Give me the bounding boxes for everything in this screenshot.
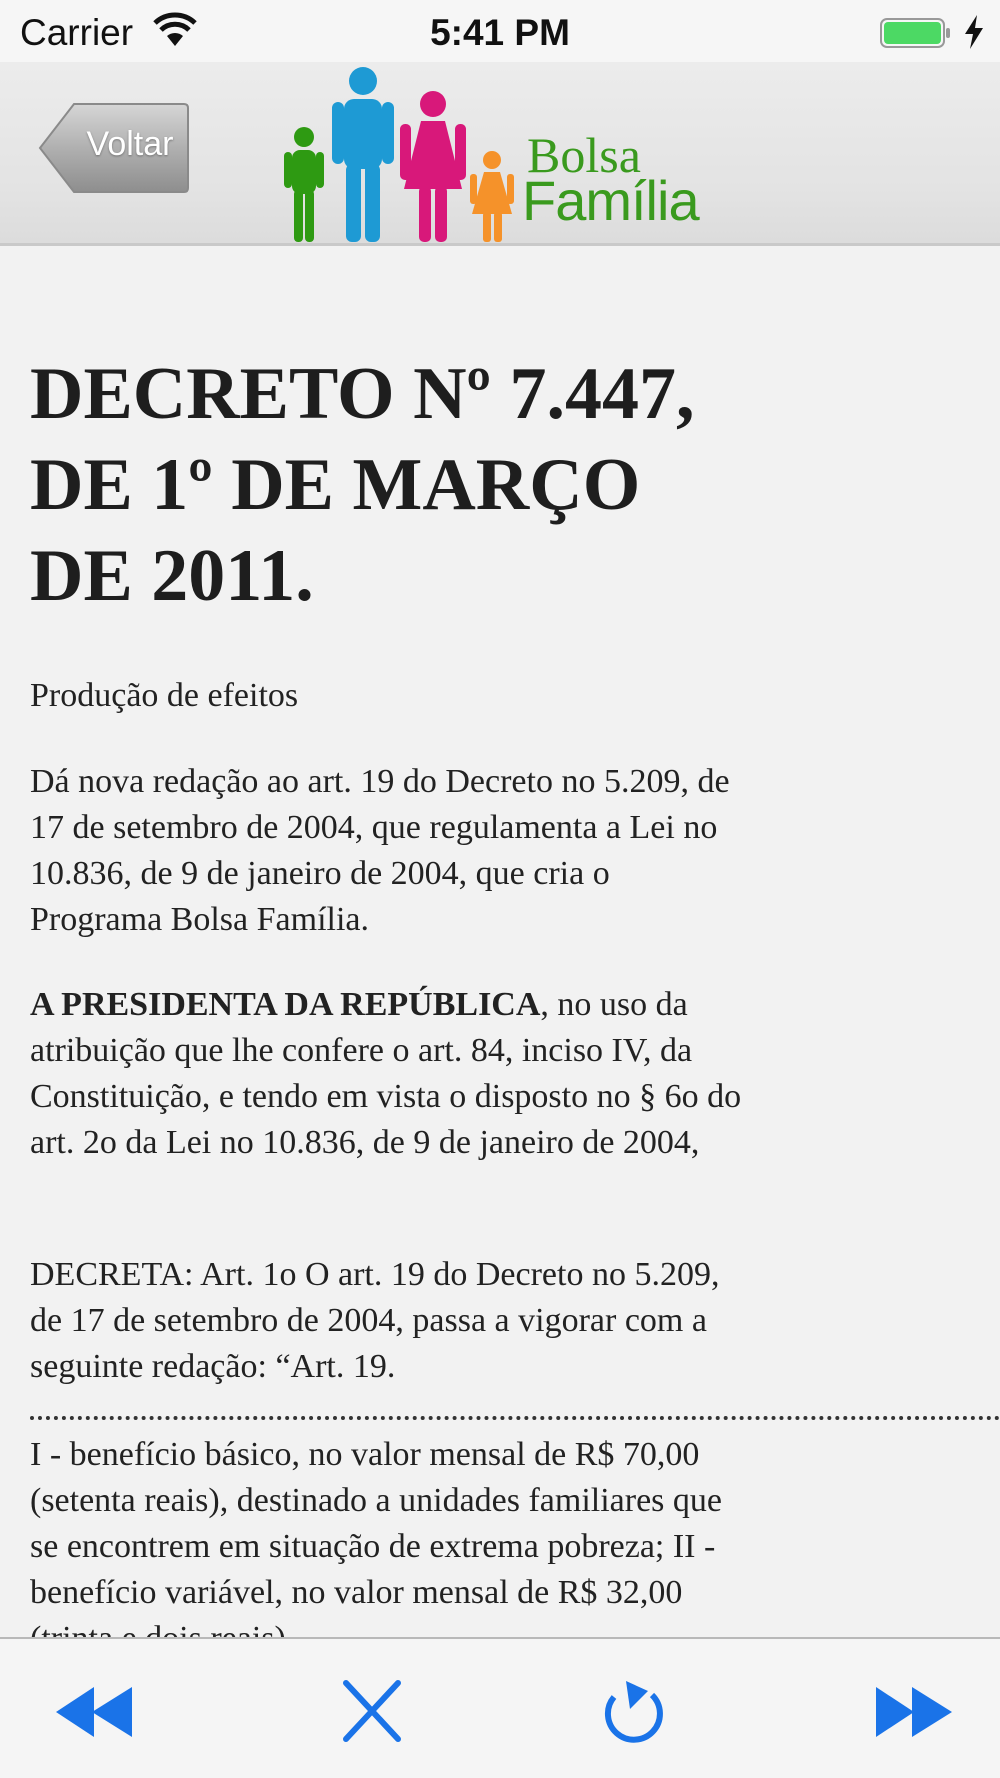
back-button[interactable] — [38, 100, 190, 196]
bottom-toolbar — [0, 1637, 1000, 1778]
battery-icon — [880, 16, 952, 50]
dotted-separator — [30, 1416, 1000, 1420]
bolsa-familia-logo — [280, 64, 730, 244]
preamble-text: , no uso da atribuição que lhe confere o art. 84, inciso IV, da Constituição, e tendo em vista o disposto no § 6o do art. 2o da Lei no 10.836, de 9 de janeiro de 2004, — [30, 986, 742, 1161]
presidenta-heading: A PRESIDENTA DA REPÚBLICA — [30, 986, 541, 1023]
producao-paragraph: Produção de efeitos — [30, 677, 299, 714]
status-time: 5:41 PM — [430, 12, 570, 53]
rewind-icon[interactable] — [54, 1677, 138, 1747]
logo-text-bolsa: Bolsa — [527, 127, 641, 183]
document-title: DECRETO Nº 7.447, DE 1º DE MARÇO DE 2011. — [30, 353, 695, 617]
document-view[interactable] — [0, 249, 1000, 1637]
nav-header — [0, 62, 1000, 246]
status-bar — [0, 0, 1000, 62]
ementa-paragraph: Dá nova redação ao art. 19 do Decreto no 5.209, de 17 de setembro de 2004, que regulamenta a Lei no 10.836, de 9 de janeiro de 2004, que cria o Programa Bolsa Família. — [30, 763, 730, 938]
carrier-label: Carrier — [20, 12, 134, 53]
preamble-paragraph — [30, 982, 750, 1166]
fast-forward-icon[interactable] — [870, 1677, 954, 1747]
stop-icon[interactable] — [330, 1677, 414, 1747]
charging-icon — [962, 14, 986, 50]
refresh-icon[interactable] — [592, 1677, 676, 1747]
logo-text-familia: Família — [522, 169, 699, 232]
beneficio-paragraph: I - benefício básico, no valor mensal de R$ 70,00 (setenta reais), destinado a unidades familiares que se encontrem em situação de extrema pobreza; II - benefício variável, no valor mensal de R$ 32,00 — [30, 1436, 723, 1611]
back-label: Voltar — [86, 125, 174, 163]
decreta-paragraph: DECRETA: Art. 1o O art. 19 do Decreto no 5.209, de 17 de setembro de 2004, passa a vigorar com a seguinte redação: “Art. 19. — [30, 1256, 720, 1385]
